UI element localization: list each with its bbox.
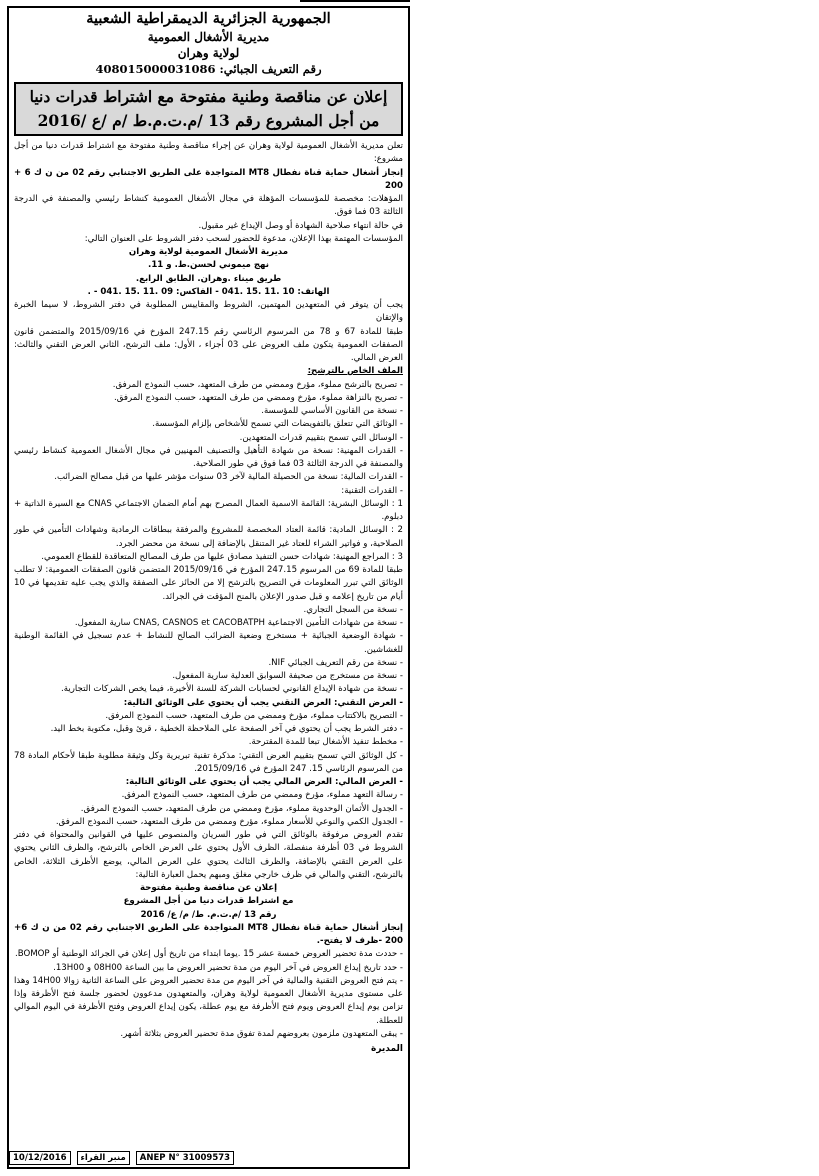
body-paragraph: - تصريح بالنزاهة مملوء، مؤرخ وممضي من طرف المتعهد، حسب النموذج المرفق.: [113, 392, 403, 403]
body-paragraph: طبقا للمادة 67 و 78 من المرسوم الرئاسي رقم 247.15 المؤرخ في 2015/09/16 والمتضمن قانون الصفقات العمومية يتكون ملف العروض على 03 أجزاء ، الأول: ملف الترشح، الثاني العرض التقني والثالث: العرض المالي.: [14, 326, 403, 363]
body-paragraph: الهاتف: 10 .11 .15 .041 - الفاكس: 09 .11 .15 .041 - .: [87, 286, 330, 297]
body-paragraph: - نسخة من رقم التعريف الجبائي NIF.: [268, 657, 403, 668]
body-paragraph: - العرض المالي: العرض المالي يجب أن يحتوي على الوثائق التالية:: [125, 777, 403, 787]
body-paragraph: 2 : الوسائل المادية: قائمة العتاد المخصصة للمشروع والمرفقة ببطاقات الرمادية وشهادات التأمين في طور الصلاحية، و فواتير الشراء للعتاد غير المتنقل بالإضافة إلى نسخة من محضر الجرد.: [14, 525, 403, 549]
publication-date: 10/12/2016: [9, 1151, 71, 1165]
anep-number: ANEP N° 31009573: [136, 1151, 234, 1165]
announcement-page: [7, 6, 410, 1169]
wilaya-name: لولاية وهران: [177, 46, 240, 60]
signature: المديرة: [371, 1044, 403, 1054]
body-paragraph: - دفتر الشرط يجب أن يحتوي في آخر الصفحة على الملاحظة الخطية ، قرئ وقبل، مكتوبة بخط اليد.: [50, 724, 403, 734]
body-paragraph: - الجدول الأثمان الوحدوية مملوء، مؤرخ وممضي من طرف المتعهد، حسب النموذج المرفق.: [80, 803, 403, 814]
body-paragraph: - يتم فتح العروض التقنية والمالية في آخر اليوم من مدة تحضير العروض على الساعة الثانية زوالا 14H00 وهذا على مستوى مديرية الأشغال العمومية لولاية وهران، والمتعهدون مدعوون لحضور جلسة فتح الأظرفة وإذا تزامن يوم إيداع العروض ويوم فتح الأظرفة مع يوم عطلة، يكون إيداع العروض وفتح الأظرفة في اليوم الموالي للعطلة.: [14, 975, 403, 1026]
body-paragraph: - التصريح بالاكتتاب مملوء، مؤرخ وممضي من طرف المتعهد، حسب النموذج المرفق.: [105, 710, 403, 721]
body-paragraph: - نسخة من شهادة الإيداع القانوني لحسابات الشركة للسنة الأخيرة، فيما يخص الشركات التجارية.: [61, 684, 403, 695]
directorate-name: مديرية الأشغال العمومية: [147, 30, 270, 44]
announcement-title: إعلان عن مناقصة وطنية مفتوحة مع اشتراط قدرات دنيا: [29, 87, 388, 106]
body-paragraph: - الوسائل التي تسمح بتقييم قدرات المتعهدين.: [239, 432, 403, 443]
body-paragraph: - حددت مدة تحضير العروض خمسة عشر 15 .يوما ابتداء من تاريخ أول إعلان في الجرائد الوطنية أو BOMOP.: [15, 949, 403, 960]
announcement-title-box: [14, 82, 403, 136]
tax-id: رقم التعريف الجبائي: 408015000031086: [95, 62, 322, 76]
body-paragraph: رقم 13 /م.ت.م. ط/ م/ ع/ 2016: [140, 909, 277, 920]
body-paragraph: إعلان عن مناقصة وطنية مفتوحة: [139, 883, 278, 893]
body-paragraph: الملف الخاص بالترشح:: [307, 366, 403, 377]
republic-name: الجمهورية الجزائرية الديمقراطية الشعبية: [86, 10, 331, 27]
body-paragraph: إنجاز أشغال حماية قناة نفطال MT8 المتواجدة على الطريق الاجتنابي رقم 02 من ن ك 6+ 200 -ظرف لا يفتح-.: [14, 922, 403, 946]
body-paragraph: - العرض التقني: العرض التقني يجب أن يحتوي على الوثائق التالية:: [123, 697, 403, 708]
body-paragraph: - شهادة الوضعية الجبائية + مستخرج وضعية الضرائب الصالح للنشاط + عدم تسجيل في القائمة الوطنية للغشاشين.: [14, 631, 403, 655]
body-paragraph: 3 : المراجع المهنية: شهادات حسن التنفيذ مصادق عليها من طرف المصالح المتعاقدة للقطاع العمومي.: [41, 551, 403, 562]
body-paragraph: 1 : الوسائل البشرية: القائمة الاسمية العمال المصرح بهم أمام الضمان الاجتماعي CNAS مع السيرة الذاتية + دبلوم.: [14, 498, 404, 522]
body-paragraph: - نسخة من القانون الأساسي للمؤسسة.: [261, 406, 403, 416]
project-number-title: من أجل المشروع رقم 13 /م.ت.م.ط /م /ع /2016: [37, 111, 380, 130]
body-paragraph: تقدم العروض مرفوقة بالوثائق التي في طور السريان والمنصوص عليها في القوانين والمحتواة في دفتر الشروط في 03 أظرفة منفصلة، الظرف الأول يحتوي على العرض الخاص بالترشح، والظرف الثاني يحتوي على العرض التقني بالإضافة، والظرف الثالث يحتوي على العرض المالي، يوضع الأظرف الثلاثة، الخاص بالترشح، التقني والمالي في ظرف خارجي مغلق ومبهم يحمل العبارة التالية:: [14, 830, 403, 880]
body-paragraph: إنجاز أشغال حماية قناة نفطال MT8 المتواجدة على الطريق الاجتنابي رقم 02 من ن ك 6 + 200: [14, 167, 404, 191]
body-paragraph: - الوثائق التي تتعلق بالتفويضات التي تسمح للأشخاص بإلزام المؤسسة.: [152, 419, 403, 430]
body-paragraph: - حدد تاريخ إيداع العروض في آخر اليوم من مدة تحضير العروض ما بين الساعة 08H00 و 13H00.: [53, 962, 403, 973]
body-paragraph: - يبقى المتعهدون ملزمون بعروضهم لمدة تفوق مدة تحضير العروض بثلاثة أشهر.: [120, 1028, 403, 1039]
newspaper-section: منبر القراء: [77, 1151, 130, 1165]
body-paragraph: - نسخة من السجل التجاري.: [303, 604, 403, 615]
body-paragraph: - نسخة من مستخرج من صحيفة السوابق العدلية سارية المفعول.: [172, 671, 403, 681]
body-paragraph: - كل الوثائق التي تسمح بتقييم العرض التقني: مذكرة تقنية تبريرية وكل وثيقة مطلوبة طبقا لأحكام المادة 78 من المرسوم الرئاسي 15. 247 المؤرخ في 2015/09/16.: [14, 750, 403, 774]
body-paragraph: مع اشتراط قدرات دنيا من أجل المشروع: [123, 896, 294, 907]
body-paragraph: المؤسسات المهتمة بهذا الإعلان، مدعوة للحضور لسحب دفتر الشروط على العنوان التالي:: [84, 233, 403, 244]
body-paragraph: تعلن مديرية الأشغال العمومية لولاية وهران عن إجراء مناقصة وطنية مفتوحة مع اشتراط قدرات دنيا من أجل مشروع:: [14, 141, 403, 165]
body-paragraph: - مخطط تنفيذ الأشغال تبعا للمدة المقترحة.: [248, 737, 403, 748]
body-paragraph: نهج ميموني لحسن.ط. و 11.: [148, 260, 269, 271]
body-paragraph: - نسخة من شهادات التأمين الاجتماعية CNAS, CASNOS et CACOBATPH سارية المفعول.: [74, 618, 403, 628]
body-paragraph: - القدرات التقنية:: [341, 485, 403, 496]
document-header: [9, 10, 408, 76]
body-paragraph: - تصريح بالترشح مملوء، مؤرخ وممضي من طرف المتعهد، حسب النموذج المرفق.: [112, 379, 403, 390]
body-paragraph: يجب أن يتوفر في المتعهدين المهتمين، الشروط والمقاييس المطلوبة في دفتر الشروط، لا سيما الخبرة والإتقان: [14, 300, 403, 324]
body-paragraph: في حالة انتهاء صلاحية الشهادة أو وصل الإيداع غير مقبول.: [198, 220, 403, 231]
body-paragraph: طريق ميناء .وهران. الطابق الرابع.: [135, 273, 282, 284]
body-paragraph: - الجدول الكمي والنوعي للأسعار مملوء، مؤرخ وممضي من طرف المتعهد، حسب النموذج المرفق.: [55, 816, 403, 827]
body-paragraph: - رسالة التعهد مملوء، مؤرخ وممضي من طرف المتعهد، حسب النموذج المرفق.: [121, 790, 403, 801]
body-paragraph: - القدرات المالية: نسخة من الحصيلة المالية لآخر 03 سنوات مؤشر عليها من قبل مصالح الضرائب.: [54, 472, 403, 483]
body-paragraph: طبقا للمادة 69 من المرسوم 247.15 المؤرخ في 2015/09/16 المتضمن قانون الصفقات العمومية: لا تطلب الوثائق التي تبرر المعلومات في التصريح بالترشح إلا من الحائز على الصفقة والذي يجب عليه تقديمها في 10 أيام من تاريخ إعلامه و قبل صدور الإعلان بالمنح المؤقت في الجرائد.: [14, 565, 403, 602]
body-paragraph: مديرية الأشغال العمومية لولاية وهران: [128, 247, 289, 257]
body-paragraph: - القدرات المهنية: نسخة من شهادة التأهيل والتصنيف المهنيين في مجال الأشغال العمومية كنشاط رئيسي والمصنفة في الدرجة الثالثة 03 فما فوق في طور الصلاحية.: [14, 445, 403, 469]
top-rule: [300, 0, 410, 2]
publication-footer: [9, 1151, 408, 1165]
body-paragraph: المؤهلات: مخصصة للمؤسسات المؤهلة في مجال الأشغال العمومية كنشاط رئيسي والمصنفة في الدرجة الثالثة 03 فما فوق.: [14, 194, 403, 218]
announcement-body: [9, 140, 408, 1041]
